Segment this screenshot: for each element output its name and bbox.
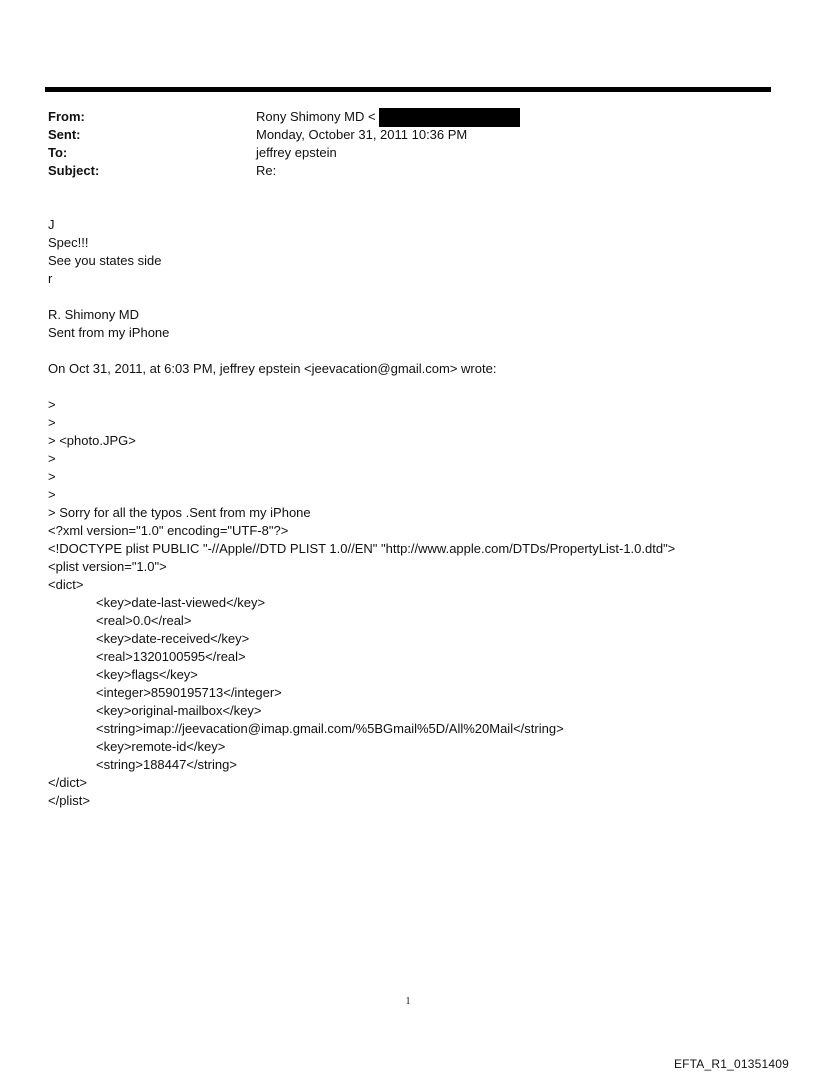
body-line: </plist>: [48, 793, 90, 808]
sent-label: Sent:: [48, 127, 81, 142]
body-line: J: [48, 217, 55, 232]
body-line: <string>imap://jeevacation@imap.gmail.com/%5BGmail%5D/All%20Mail</string>: [96, 721, 564, 736]
body-line: See you states side: [48, 253, 162, 268]
redaction-block: [379, 108, 520, 127]
body-line: <key>date-received</key>: [96, 631, 250, 646]
from-value-wrap: [256, 108, 748, 126]
body-line: <!DOCTYPE plist PUBLIC "-//Apple//DTD PLIST 1.0//EN" "http://www.apple.com/DTDs/PropertyList-1.0.dtd">: [48, 541, 676, 556]
body-line: <key>flags</key>: [96, 667, 198, 682]
body-line: >: [48, 469, 56, 484]
body-line: <string>188447</string>: [96, 757, 237, 772]
body-line: <?xml version="1.0" encoding="UTF-8"?>: [48, 523, 289, 538]
body-line: >: [48, 487, 56, 502]
body-line: > <photo.JPG>: [48, 433, 136, 448]
bates-number: EFTA_R1_01351409: [673, 1057, 789, 1071]
body-line: >: [48, 397, 56, 412]
email-body: [48, 216, 788, 810]
email-header: [48, 108, 748, 180]
body-line: [48, 342, 788, 360]
body-line: <integer>8590195713</integer>: [96, 685, 282, 700]
subject-row: [48, 162, 748, 180]
from-value: Rony Shimony MD <: [256, 109, 376, 124]
body-line: r: [48, 271, 53, 286]
to-row: [48, 144, 748, 162]
page-number: 1: [405, 996, 411, 1007]
body-line: [48, 378, 788, 396]
subject-label: Subject:: [48, 163, 100, 178]
body-line: >: [48, 451, 56, 466]
sent-row: [48, 126, 748, 144]
body-line: Sent from my iPhone: [48, 325, 170, 340]
body-line: On Oct 31, 2011, at 6:03 PM, jeffrey epstein <jeevacation@gmail.com> wrote:: [48, 361, 497, 376]
body-line: <key>date-last-viewed</key>: [96, 595, 266, 610]
body-line: > Sorry for all the typos .Sent from my iPhone: [48, 505, 311, 520]
body-line: <key>remote-id</key>: [96, 739, 226, 754]
body-line: Spec!!!: [48, 235, 89, 250]
sent-value: Monday, October 31, 2011 10:36 PM: [256, 127, 468, 142]
from-row: [48, 108, 748, 126]
body-line: [48, 288, 788, 306]
body-line: <plist version="1.0">: [48, 559, 167, 574]
from-label: From:: [48, 109, 85, 124]
body-line: </dict>: [48, 775, 88, 790]
body-line: <real>0.0</real>: [96, 613, 192, 628]
body-line: R. Shimony MD: [48, 307, 140, 322]
body-line: >: [48, 415, 56, 430]
subject-value: Re:: [256, 163, 277, 178]
body-line: <dict>: [48, 577, 84, 592]
body-line: <real>1320100595</real>: [96, 649, 246, 664]
to-label: To:: [48, 145, 68, 160]
header-rule: [45, 87, 771, 92]
to-value: jeffrey epstein: [256, 145, 337, 160]
body-line: <key>original-mailbox</key>: [96, 703, 262, 718]
